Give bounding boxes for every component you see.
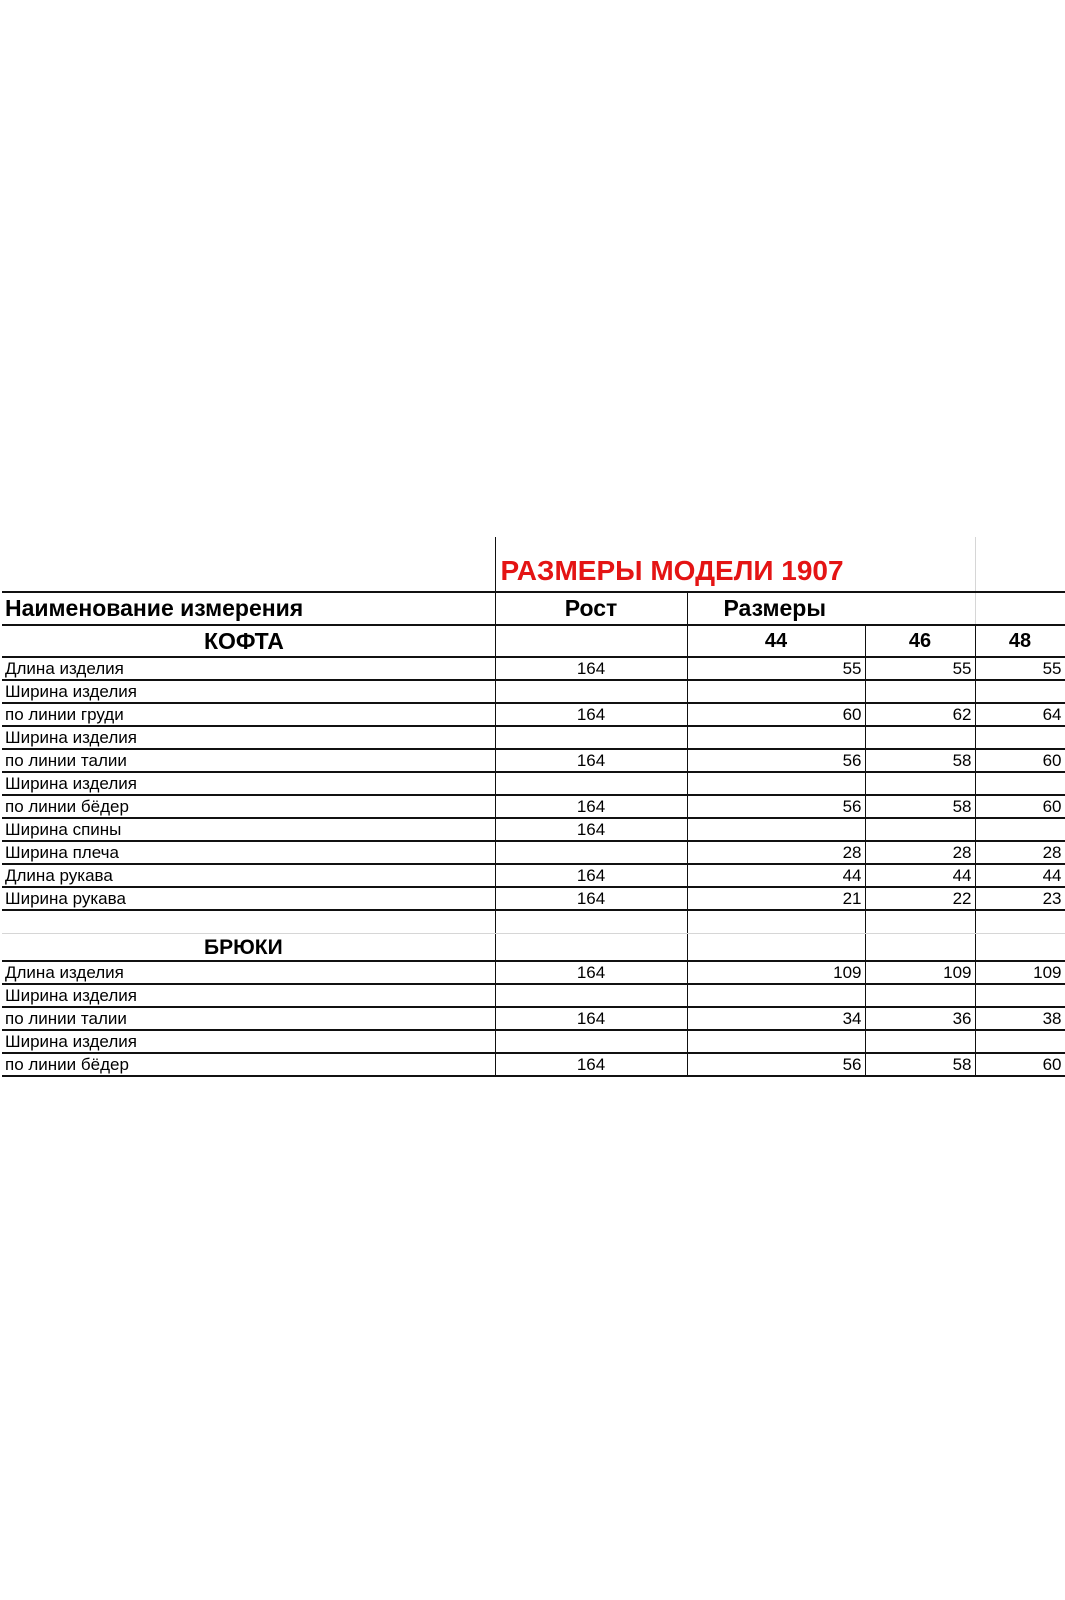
title-blank-cell[interactable]: [2, 537, 495, 592]
size-44-value[interactable]: 60: [687, 703, 865, 726]
page-title: РАЗМЕРЫ МОДЕЛИ 1907: [495, 537, 975, 592]
section-blank-cell[interactable]: [495, 934, 687, 962]
measurement-label[interactable]: Ширина спины: [2, 818, 495, 841]
size-44-value[interactable]: 21: [687, 887, 865, 910]
height-cell[interactable]: [495, 1030, 687, 1053]
table-row: [2, 1030, 1065, 1053]
size-44-value[interactable]: 109: [687, 961, 865, 984]
size-46-value[interactable]: 58: [865, 749, 975, 772]
table-row: [2, 749, 1065, 772]
measurement-label[interactable]: по линии талии: [2, 1007, 495, 1030]
height-cell[interactable]: [495, 841, 687, 864]
blank-cell[interactable]: [2, 910, 495, 934]
table-row: [2, 841, 1065, 864]
height-cell[interactable]: [495, 726, 687, 749]
table-row: [2, 887, 1065, 910]
measurement-label[interactable]: Ширина изделия: [2, 726, 495, 749]
size-44-value[interactable]: 56: [687, 795, 865, 818]
size-48-value[interactable]: 23: [975, 887, 1065, 910]
table-row: [2, 772, 1065, 795]
blank-cell[interactable]: [975, 910, 1065, 934]
blank-row: [2, 910, 1065, 934]
size-46-value[interactable]: 62: [865, 703, 975, 726]
measurement-label[interactable]: Ширина изделия: [2, 1030, 495, 1053]
section-blank-cell[interactable]: [495, 625, 687, 657]
blank-cell[interactable]: [687, 910, 865, 934]
height-header: Рост: [495, 592, 687, 625]
header-blank-cell[interactable]: [975, 592, 1065, 625]
measurement-label[interactable]: по линии груди: [2, 703, 495, 726]
size-header-48: 48: [975, 625, 1065, 657]
section-blank-cell[interactable]: [975, 934, 1065, 962]
measurement-label[interactable]: по линии талии: [2, 749, 495, 772]
height-cell[interactable]: 164: [495, 864, 687, 887]
size-header-44: 44: [687, 625, 865, 657]
section-title: КОФТА: [2, 625, 495, 657]
measurement-label[interactable]: Длина изделия: [2, 657, 495, 680]
size-header-46: 46: [865, 625, 975, 657]
size-48-value[interactable]: [975, 726, 1065, 749]
size-46-value[interactable]: 44: [865, 864, 975, 887]
size-48-value[interactable]: [975, 984, 1065, 1007]
height-cell[interactable]: 164: [495, 657, 687, 680]
size-44-value[interactable]: 34: [687, 1007, 865, 1030]
height-cell[interactable]: 164: [495, 1007, 687, 1030]
measurement-label[interactable]: по линии бёдер: [2, 795, 495, 818]
section-header-row: [2, 934, 1065, 962]
size-46-value[interactable]: 55: [865, 657, 975, 680]
table-row: [2, 726, 1065, 749]
height-cell[interactable]: [495, 984, 687, 1007]
size-44-value[interactable]: 56: [687, 1053, 865, 1076]
measurement-label[interactable]: Ширина плеча: [2, 841, 495, 864]
size-44-value[interactable]: [687, 726, 865, 749]
table-row: [2, 818, 1065, 841]
height-cell[interactable]: 164: [495, 887, 687, 910]
measurement-label[interactable]: Ширина изделия: [2, 984, 495, 1007]
header-row: [2, 592, 1065, 625]
size-44-value[interactable]: [687, 818, 865, 841]
size-46-value[interactable]: 58: [865, 1053, 975, 1076]
size-46-value[interactable]: [865, 772, 975, 795]
section-blank-cell[interactable]: [865, 934, 975, 962]
height-cell[interactable]: [495, 680, 687, 703]
section-blank-cell[interactable]: [687, 934, 865, 962]
blank-cell[interactable]: [495, 910, 687, 934]
sizes-header: Размеры: [687, 592, 975, 625]
size-44-value[interactable]: 44: [687, 864, 865, 887]
size-48-value[interactable]: 38: [975, 1007, 1065, 1030]
measurement-label[interactable]: Ширина изделия: [2, 772, 495, 795]
size-44-value[interactable]: 28: [687, 841, 865, 864]
table-row: [2, 657, 1065, 680]
height-cell[interactable]: 164: [495, 961, 687, 984]
size-46-value[interactable]: 22: [865, 887, 975, 910]
size-48-value[interactable]: 64: [975, 703, 1065, 726]
measurement-label[interactable]: по линии бёдер: [2, 1053, 495, 1076]
blank-cell[interactable]: [865, 910, 975, 934]
table-row: [2, 680, 1065, 703]
size-48-value[interactable]: 60: [975, 749, 1065, 772]
size-44-value[interactable]: 56: [687, 749, 865, 772]
title-row: [2, 537, 1065, 592]
size-table: [2, 537, 1065, 1077]
size-48-value[interactable]: 55: [975, 657, 1065, 680]
table-row: [2, 984, 1065, 1007]
size-48-value[interactable]: [975, 818, 1065, 841]
table-row: [2, 961, 1065, 984]
size-44-value[interactable]: [687, 772, 865, 795]
size-46-value[interactable]: 109: [865, 961, 975, 984]
size-46-value[interactable]: 58: [865, 795, 975, 818]
size-44-value[interactable]: [687, 1030, 865, 1053]
size-46-value[interactable]: [865, 726, 975, 749]
size-48-value[interactable]: 44: [975, 864, 1065, 887]
section-header-row: [2, 625, 1065, 657]
size-44-value[interactable]: 55: [687, 657, 865, 680]
table-row: [2, 1007, 1065, 1030]
size-48-value[interactable]: [975, 772, 1065, 795]
measurement-label[interactable]: Ширина изделия: [2, 680, 495, 703]
measure-header: Наименование измерения: [2, 592, 495, 625]
table-row: [2, 703, 1065, 726]
table-row: [2, 1053, 1065, 1076]
table-row: [2, 864, 1065, 887]
size-46-value[interactable]: [865, 818, 975, 841]
height-cell[interactable]: 164: [495, 818, 687, 841]
size-48-value[interactable]: [975, 680, 1065, 703]
size-48-value[interactable]: [975, 1030, 1065, 1053]
measurement-label[interactable]: Длина изделия: [2, 961, 495, 984]
height-cell[interactable]: 164: [495, 703, 687, 726]
measurement-label[interactable]: Длина рукава: [2, 864, 495, 887]
size-46-value[interactable]: 28: [865, 841, 975, 864]
height-cell[interactable]: 164: [495, 1053, 687, 1076]
size-44-value[interactable]: [687, 984, 865, 1007]
measurement-label[interactable]: Ширина рукава: [2, 887, 495, 910]
title-blank-cell[interactable]: [975, 537, 1065, 592]
size-46-value[interactable]: [865, 680, 975, 703]
size-46-value[interactable]: [865, 984, 975, 1007]
size-48-value[interactable]: 60: [975, 795, 1065, 818]
table-row: [2, 795, 1065, 818]
size-48-value[interactable]: 109: [975, 961, 1065, 984]
size-46-value[interactable]: [865, 1030, 975, 1053]
height-cell[interactable]: 164: [495, 795, 687, 818]
height-cell[interactable]: 164: [495, 749, 687, 772]
size-46-value[interactable]: 36: [865, 1007, 975, 1030]
height-cell[interactable]: [495, 772, 687, 795]
size-44-value[interactable]: [687, 680, 865, 703]
size-48-value[interactable]: 28: [975, 841, 1065, 864]
section-title: БРЮКИ: [2, 934, 495, 962]
size-48-value[interactable]: 60: [975, 1053, 1065, 1076]
size-chart-sheet: [2, 537, 1065, 1077]
